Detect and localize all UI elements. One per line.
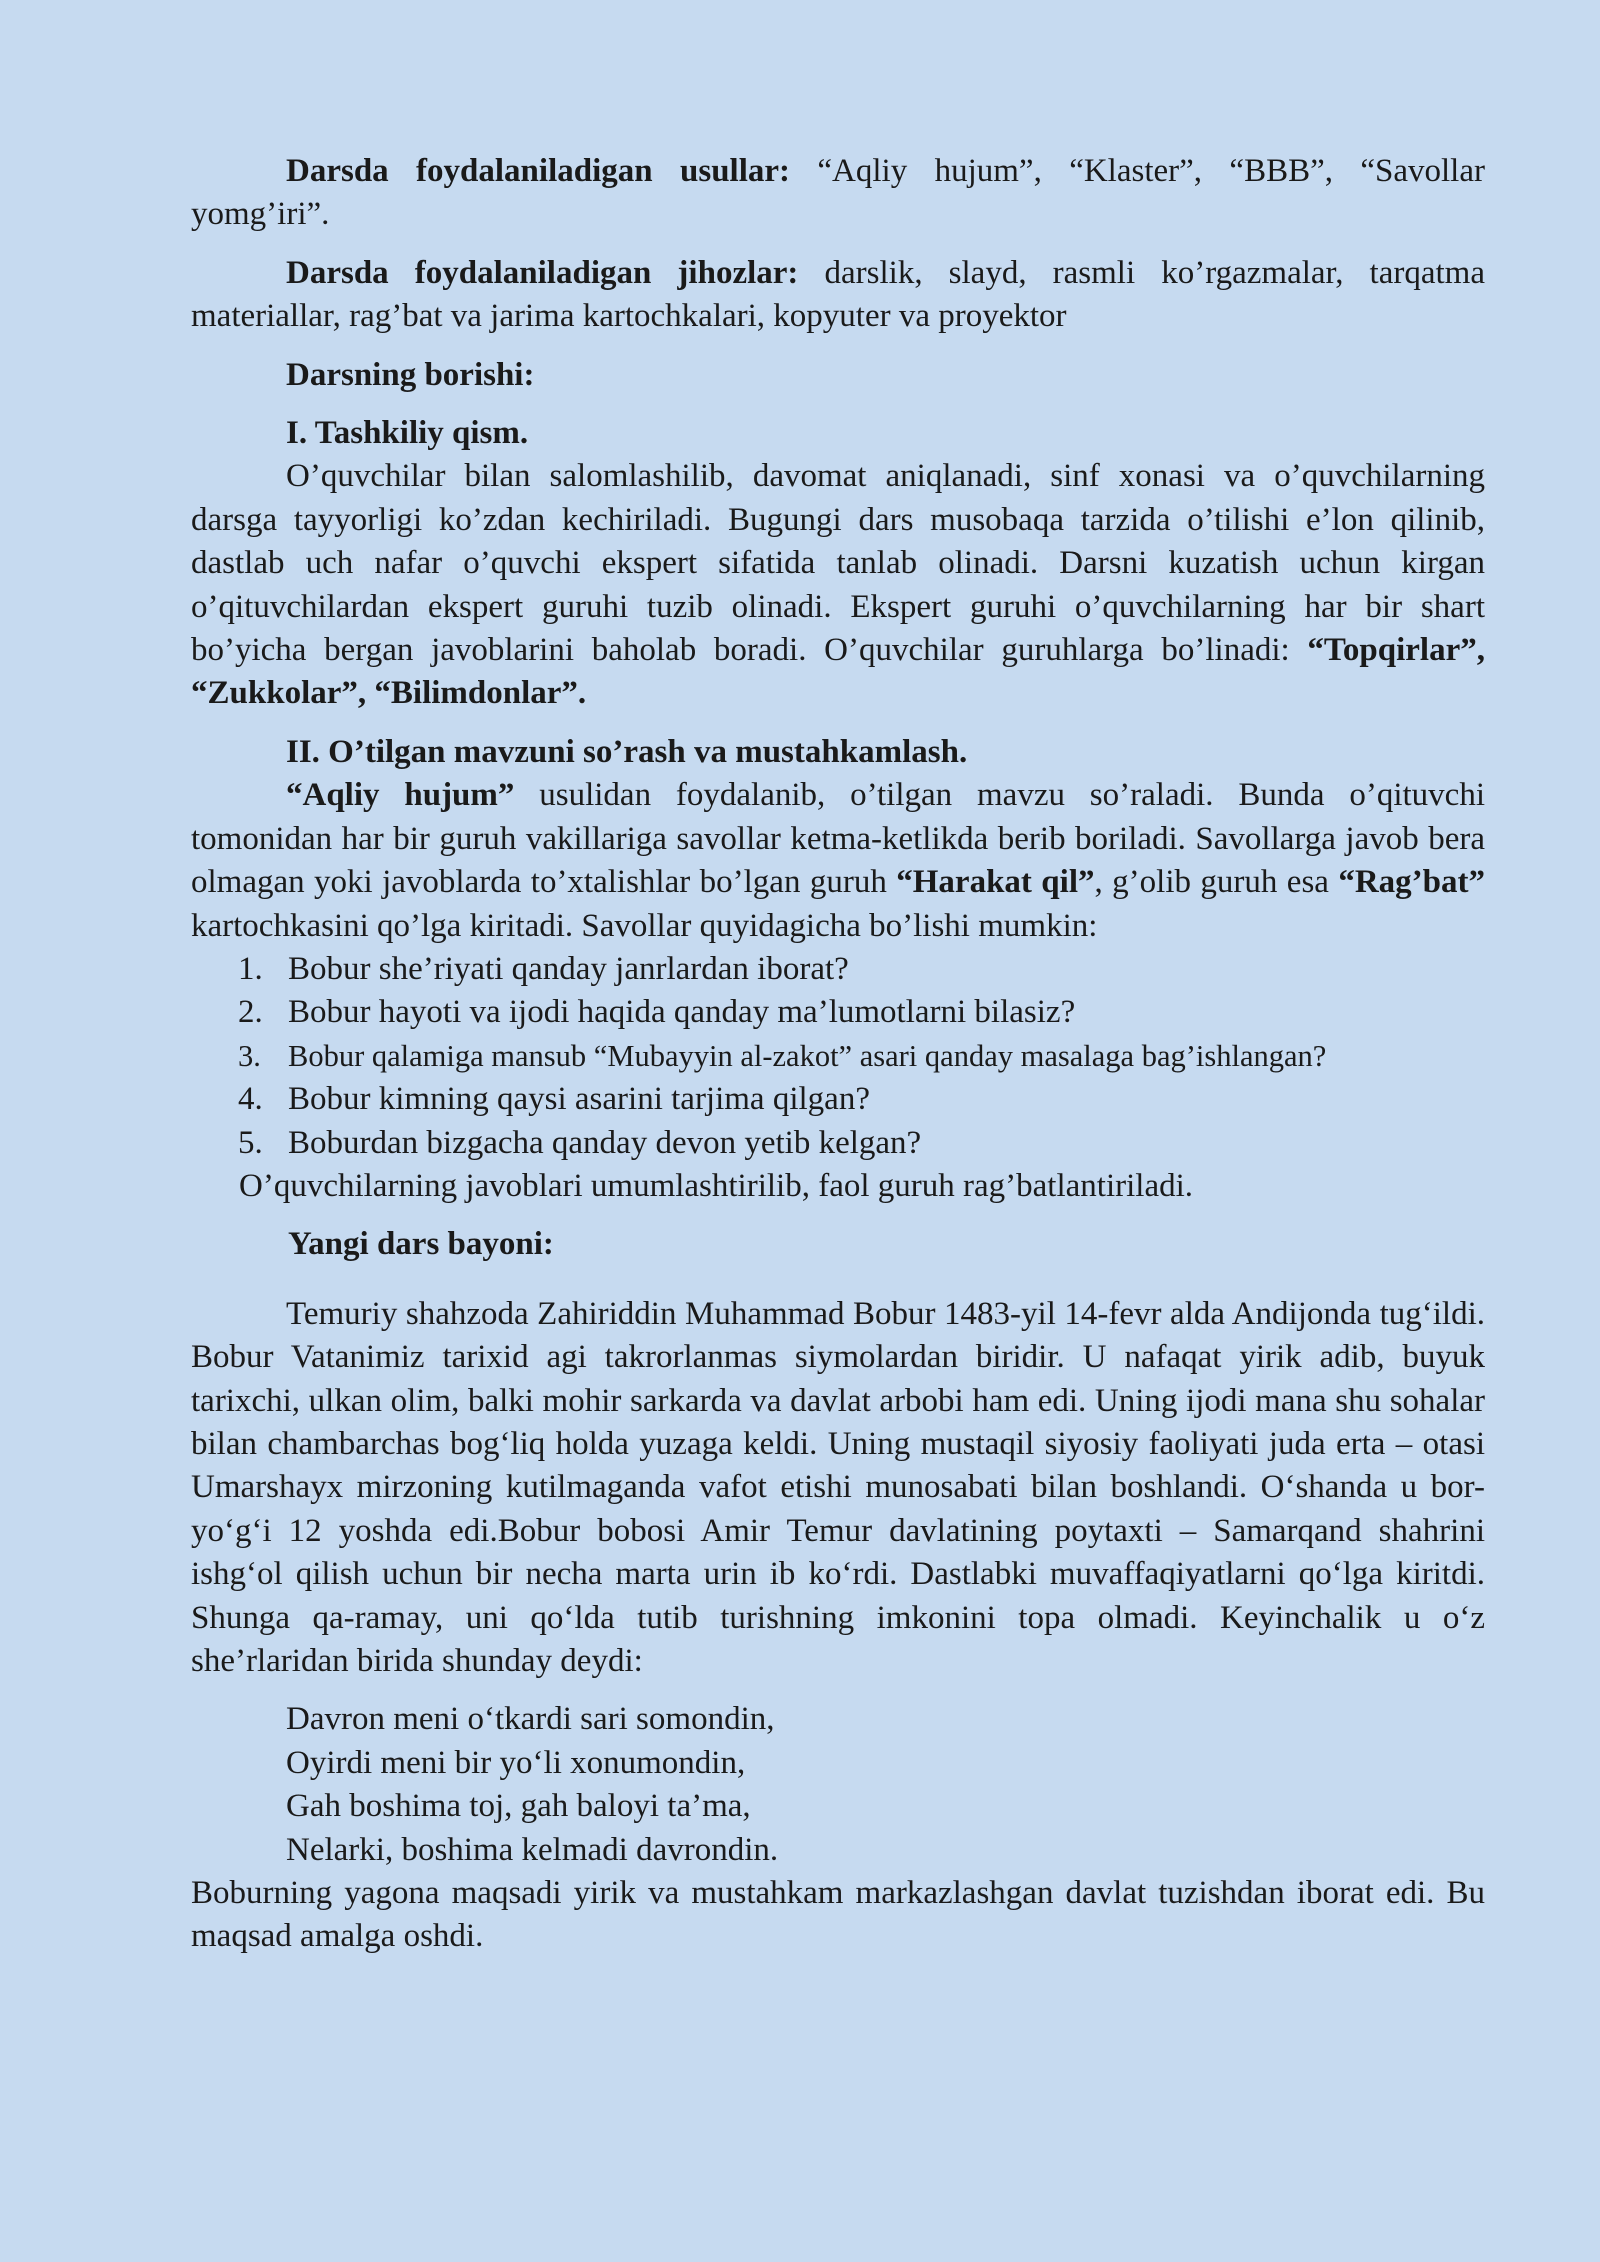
poem-line: Oyirdi meni bir yo‘li xonumondin, bbox=[286, 1744, 746, 1781]
section2-card-harakat: “Harakat qil” bbox=[896, 864, 1095, 901]
question-number: 2. bbox=[238, 994, 263, 1031]
conclusion-paragraph: Boburning yagona maqsadi yirik va mustahkam markazlashgan davlat tuzishdan iborat edi. Bu maqsad amalga oshdi. bbox=[191, 1875, 1485, 1955]
methods-text: “Aqliy hujum”, “Klaster”, “BBB”, “Savollar yomg’iri”. bbox=[191, 153, 1485, 233]
section2-text2: , g’olib guruh esa bbox=[1094, 864, 1339, 901]
question-text: Boburdan bizgacha qanday devon yetib kelgan? bbox=[288, 1124, 922, 1161]
new-lesson-heading: Yangi dars bayoni: bbox=[288, 1226, 554, 1263]
section1-heading: I. Tashkiliy qism. bbox=[286, 415, 529, 452]
section1-groups: “Topqirlar”, “Zukkolar”, “Bilimdonlar”. bbox=[191, 632, 1485, 712]
question-number: 4. bbox=[238, 1081, 263, 1118]
list-item bbox=[191, 991, 1485, 1034]
course-heading: Darsning borishi: bbox=[286, 356, 535, 393]
section2-heading: II. O’tilgan mavzuni so’rash va mustahkamlash. bbox=[286, 733, 968, 770]
new-lesson-paragraph: Temuriy shahzoda Zahiriddin Muhammad Bobur 1483-yil 14-fevr alda Andijonda tug‘ildi. Bobur Vatanimiz tarixid agi takrorlanmas siymolardan biridir. U nafaqat yirik adib, buyuk tarixchi, ulkan olim, balki mohir sarkarda va davlat arbobi ham edi. Uning ijodi mana shu sohalar bilan chambarchas bog‘liq holda yuzaga keldi. Uning mustaqil siyosiy faoliyati juda erta – otasi Umarshayx mirzoning kutilmaganda vafot etishi munosabati bilan boshlandi. O‘shanda u bor-yo‘g‘i 12 yoshda edi.Bobur bobosi Amir Temur davlatining poytaxti – Samarqand shahrini ishg‘ol qilish uchun bir necha marta urin ib ko‘rdi. Dastlabki muvaffaqiyatlarni qo‘lga kiritdi. Shunga qa-ramay, uni qo‘lda tutib turishning imkonini topa olmadi. Keyinchalik u o‘z she’rlaridan birida shunday deydi: bbox=[191, 1295, 1485, 1679]
list-item bbox=[191, 1122, 1485, 1165]
section2-method: “Aqliy hujum” bbox=[286, 777, 515, 814]
poem bbox=[191, 1698, 1485, 1872]
document-page bbox=[191, 150, 1485, 1959]
question-number: 1. bbox=[238, 950, 263, 987]
methods-label: Darsda foydalaniladigan usullar: bbox=[286, 153, 791, 189]
question-text: Bobur kimning qaysi asarini tarjima qilgan? bbox=[288, 1081, 870, 1118]
list-item bbox=[191, 1078, 1485, 1121]
question-text: Bobur she’riyati qanday janrlardan iborat? bbox=[288, 950, 849, 987]
question-number: 3. bbox=[238, 1038, 261, 1073]
list-item bbox=[191, 948, 1485, 991]
question-text: Bobur qalamiga mansub “Mubayyin al-zakot” asari qanday masalaga bag’ishlangan? bbox=[288, 1038, 1327, 1073]
methods-paragraph bbox=[191, 150, 1485, 237]
equipment-paragraph bbox=[191, 252, 1485, 339]
section2-paragraph bbox=[191, 774, 1485, 948]
section2-text1: usulidan foydalanib, o’tilgan mavzu so’raladi. Bunda o’qituvchi tomonidan har bir guruh vakillariga savollar ketma-ketlikda berib boriladi. Savollarga javob bera olmagan yoki javoblarda to’xtalishlar bo’lgan guruh bbox=[191, 777, 1485, 901]
equipment-text: darslik, slayd, rasmli ko’rgazmalar, tarqatma materiallar, rag’bat va jarima kartochkalari, kopyuter va proyektor bbox=[191, 254, 1485, 335]
section2-text3: kartochkasini qo’lga kiritadi. Savollar quyidagicha bo’lishi mumkin: bbox=[191, 907, 1098, 944]
section1-paragraph bbox=[191, 455, 1485, 715]
poem-line: Davron meni o‘tkardi sari somondin, bbox=[286, 1701, 775, 1738]
question-number: 5. bbox=[238, 1124, 263, 1161]
section1-text: O’quvchilar bilan salomlashilib, davomat aniqlanadi, sinf xonasi va o’quvchilarning darsga tayyorligi ko’zdan kechiriladi. Bugungi dars musobaqa tarzida o’tilishi e’lon qilinib, dastlab uch nafar o’quvchi ekspert sifatida tanlab olinadi. Darsni kuzatish uchun kirgan o’qituvchilardan ekspert guruhi tuzib olinadi. Ekspert guruhi o’quvchilarning har bir shart bo’yicha bergan javoblarini baholab boradi. O’quvchilar guruhlarga bo’linadi: bbox=[191, 458, 1485, 669]
questions-list bbox=[191, 948, 1485, 1165]
equipment-label: Darsda foydalaniladigan jihozlar: bbox=[286, 254, 799, 291]
section2-card-ragbat: “Rag’bat” bbox=[1338, 864, 1486, 901]
questions-summary: O’quvchilarning javoblari umumlashtirilib, faol guruh rag’batlantiriladi. bbox=[239, 1167, 1194, 1204]
question-text: Bobur hayoti va ijodi haqida qanday ma’lumotlarni bilasiz? bbox=[288, 994, 1076, 1031]
list-item bbox=[191, 1035, 1485, 1078]
poem-line: Gah boshima toj, gah baloyi ta’ma, bbox=[286, 1788, 751, 1825]
poem-line: Nelarki, boshima kelmadi davrondin. bbox=[286, 1831, 779, 1868]
